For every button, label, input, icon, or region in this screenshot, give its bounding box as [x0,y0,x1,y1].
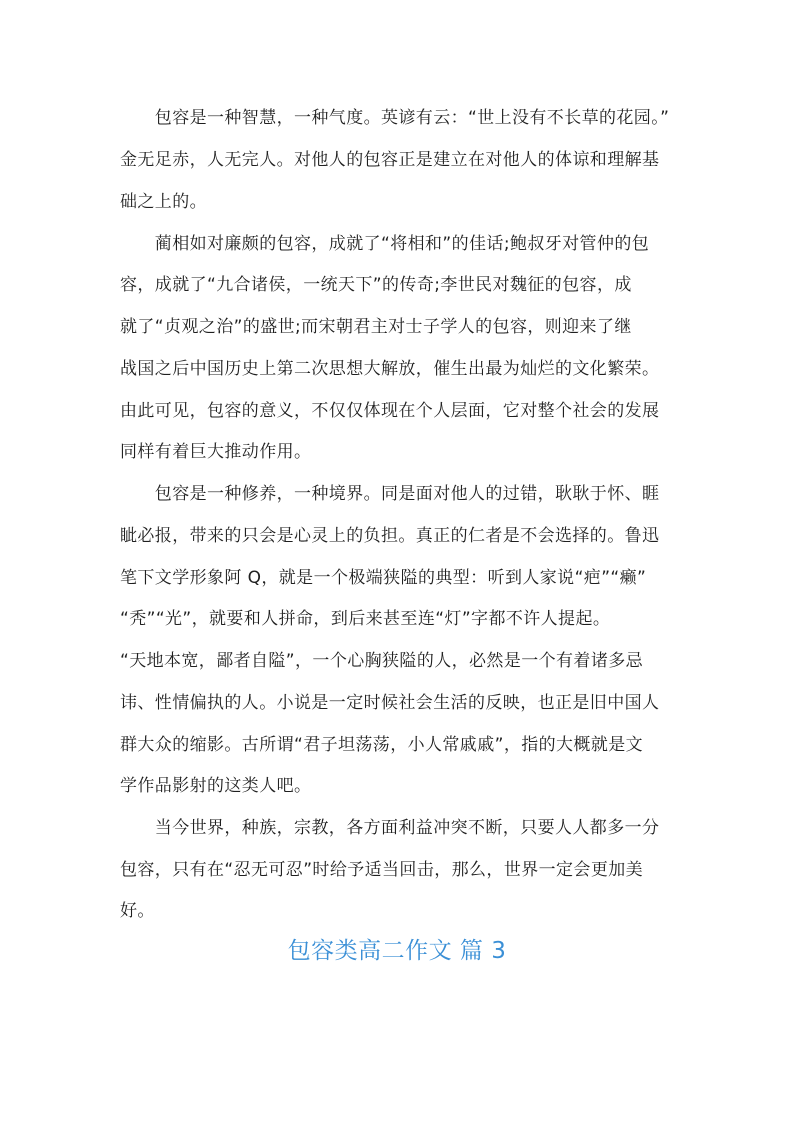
paragraph-4-line-1: 当今世界，种族，宗教，各方面利益冲突不断，只要人人都多一分 [120,818,660,838]
paragraph-1-line-2: 金无足赤，人无完人。对他人的包容正是建立在对他人的体谅和理解基 [120,150,660,170]
paragraph-3-line-6: 讳、性情偏执的人。小说是一定时候社会生活的反映，也正是旧中国人 [120,693,660,713]
paragraph-2-line-1: 蔺相如对廉颇的包容，成就了“将相和”的佳话;鲍叔牙对管仲的包 [120,234,650,254]
paragraph-3-line-7: 群大众的缩影。古所谓“君子坦荡荡，小人常戚戚”，指的大概就是文 [120,735,644,755]
paragraph-3-line-5: “天地本宽，鄙者自隘”，一个心胸狭隘的人，必然是一个有着诸多忌 [120,651,644,671]
paragraph-2-line-4: 战国之后中国历史上第二次思想大解放，催生出最为灿烂的文化繁荣。 [120,359,660,379]
paragraph-2-line-2: 容，成就了“九合诸侯，一统天下”的传奇;李世民对魏征的包容，成 [120,275,632,295]
paragraph-2-line-3: 就了“贞观之治”的盛世;而宋朝君主对士子学人的包容，则迎来了继 [120,317,632,337]
paragraph-2-line-6: 同样有着巨大推动作用。 [120,442,312,462]
section-heading: 包容类高二作文 篇 3 [287,938,507,964]
paragraph-1-line-3: 础之上的。 [120,192,207,212]
paragraph-3-line-1: 包容是一种修养，一种境界。同是面对他人的过错，耿耿于怀、睚 [120,484,660,504]
paragraph-4-line-3: 好。 [120,901,155,921]
paragraph-2-line-5: 由此可见，包容的意义，不仅仅体现在个人层面，它对整个社会的发展 [120,401,660,421]
paragraph-3-line-4: “秃”“光”，就要和人拼命，到后来甚至连“灯”字都不许人提起。 [120,609,611,629]
paragraph-3-line-8: 学作品影射的这类人吧。 [120,776,312,796]
paragraph-3-line-2: 眦必报，带来的只会是心灵上的负担。真正的仁者是不会选择的。鲁迅 [120,526,660,546]
paragraph-3-line-3: 笔下文学形象阿 Q，就是一个极端狭隘的典型：听到人家说“疤”“癞” [120,568,647,588]
paragraph-1-line-1: 包容是一种智慧，一种气度。英谚有云：“世上没有不长草的花园。” [120,108,670,128]
paragraph-4-line-2: 包容，只有在“忍无可忍”时给予适当回击，那么，世界一定会更加美 [120,860,644,880]
